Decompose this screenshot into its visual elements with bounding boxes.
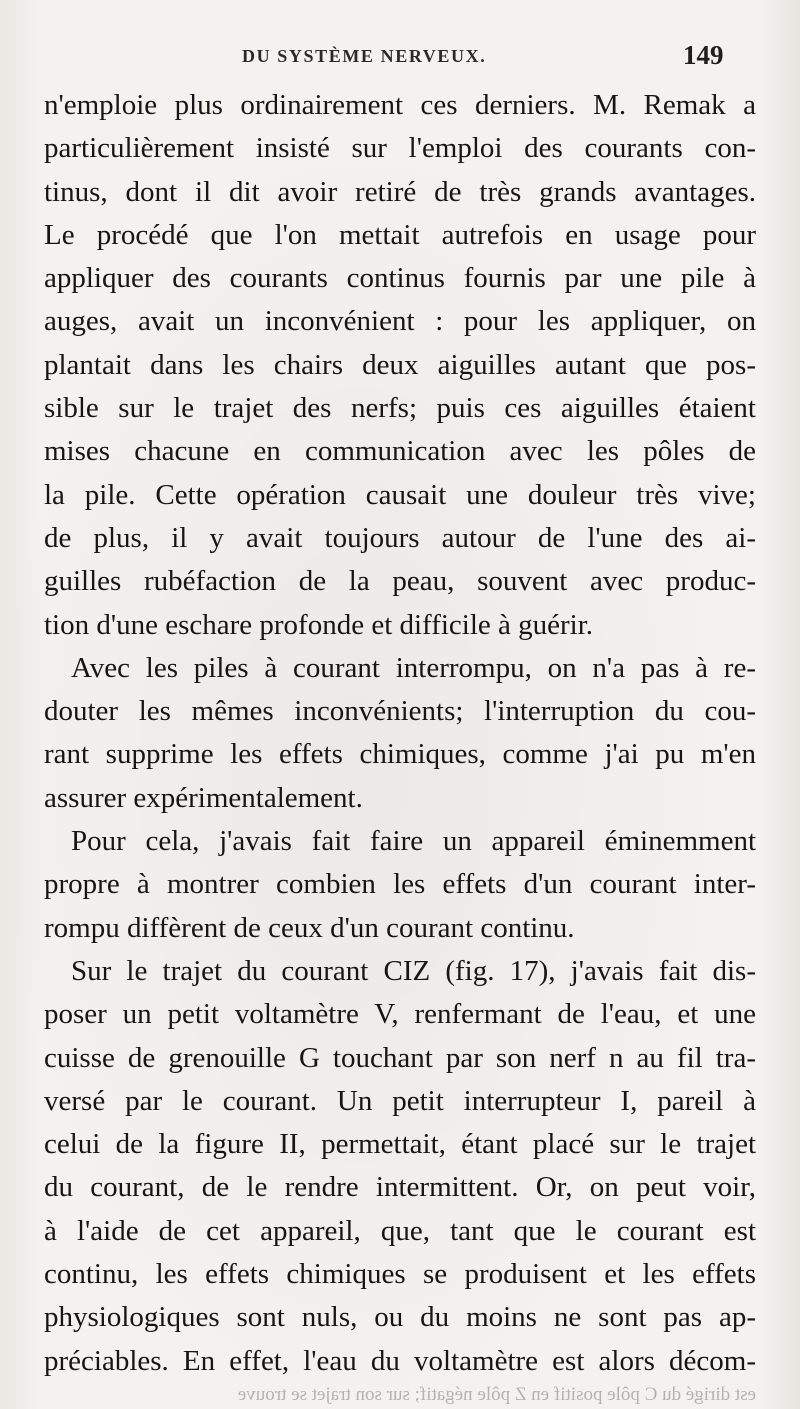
page-header (0, 40, 800, 80)
text-line: celui de la figure II, permettait, étant placé sur le trajet (44, 1128, 756, 1161)
body-text (44, 84, 756, 1383)
text-line: plantait dans les chairs deux aiguilles autant que pos- (44, 348, 756, 381)
text-line: Pour cela, j'avais fait faire un appareil éminemment (71, 825, 756, 858)
text-line: Sur le trajet du courant CIZ (fig. 17), j'avais fait dis- (71, 954, 756, 987)
text-line: la pile. Cette opération causait une douleur très vive; (44, 478, 756, 511)
text-line: appliquer des courants continus fournis par une pile à (44, 262, 756, 295)
bleed-through-text: est dirigé du C pôle positif en Z pôle négatif; sur son trajet se trouve (237, 1384, 756, 1405)
text-line: continu, les effets chimiques se produisent et les effets (44, 1258, 756, 1291)
text-line: à l'aide de cet appareil, que, tant que le courant est (44, 1214, 756, 1247)
text-line: préciables. En effet, l'eau du voltamètre est alors décom- (44, 1344, 756, 1377)
text-line: versé par le courant. Un petit interrupteur I, pareil à (44, 1084, 756, 1117)
text-line: n'emploie plus ordinairement ces derniers. M. Remak a (44, 89, 756, 121)
text-line: guilles rubéfaction de la peau, souvent avec produc- (44, 565, 756, 598)
text-line: tion d'une eschare profonde et difficile à guérir. (44, 608, 594, 641)
text-line: sible sur le trajet des nerfs; puis ces aiguilles étaient (44, 392, 756, 425)
text-line: auges, avait un inconvénient : pour les appliquer, on (44, 305, 756, 338)
text-line: assurer expérimentalement. (44, 781, 363, 814)
text-line: Avec les piles à courant interrompu, on n'a pas à re- (71, 651, 756, 684)
running-head: DU SYSTÈME NERVEUX. (242, 46, 487, 66)
text-line: cuisse de grenouille G touchant par son nerf n au fil tra- (44, 1041, 756, 1074)
text-line: de plus, il y avait toujours autour de l'une des ai- (44, 521, 756, 554)
text-line: propre à montrer combien les effets d'un courant inter- (44, 868, 756, 901)
text-line: rompu diffèrent de ceux d'un courant continu. (44, 911, 575, 944)
text-line: particulièrement insisté sur l'emploi des courants con- (44, 132, 756, 165)
text-line: douter les mêmes inconvénients; l'interruption du cou- (44, 695, 756, 728)
text-line: poser un petit voltamètre V, renfermant de l'eau, et une (44, 998, 756, 1031)
text-line: tinus, dont il dit avoir retiré de très grands avantages. (44, 175, 756, 208)
page-number: 149 (683, 40, 724, 70)
text-line: du courant, de le rendre intermittent. Or, on peut voir, (44, 1171, 756, 1204)
text-line: mises chacune en communication avec les pôles de (44, 435, 756, 468)
text-line: Le procédé que l'on mettait autrefois en usage pour (44, 218, 756, 251)
text-line: rant supprime les effets chimiques, comme j'ai pu m'en (44, 738, 756, 771)
text-line: physiologiques sont nuls, ou du moins ne sont pas ap- (44, 1301, 756, 1334)
